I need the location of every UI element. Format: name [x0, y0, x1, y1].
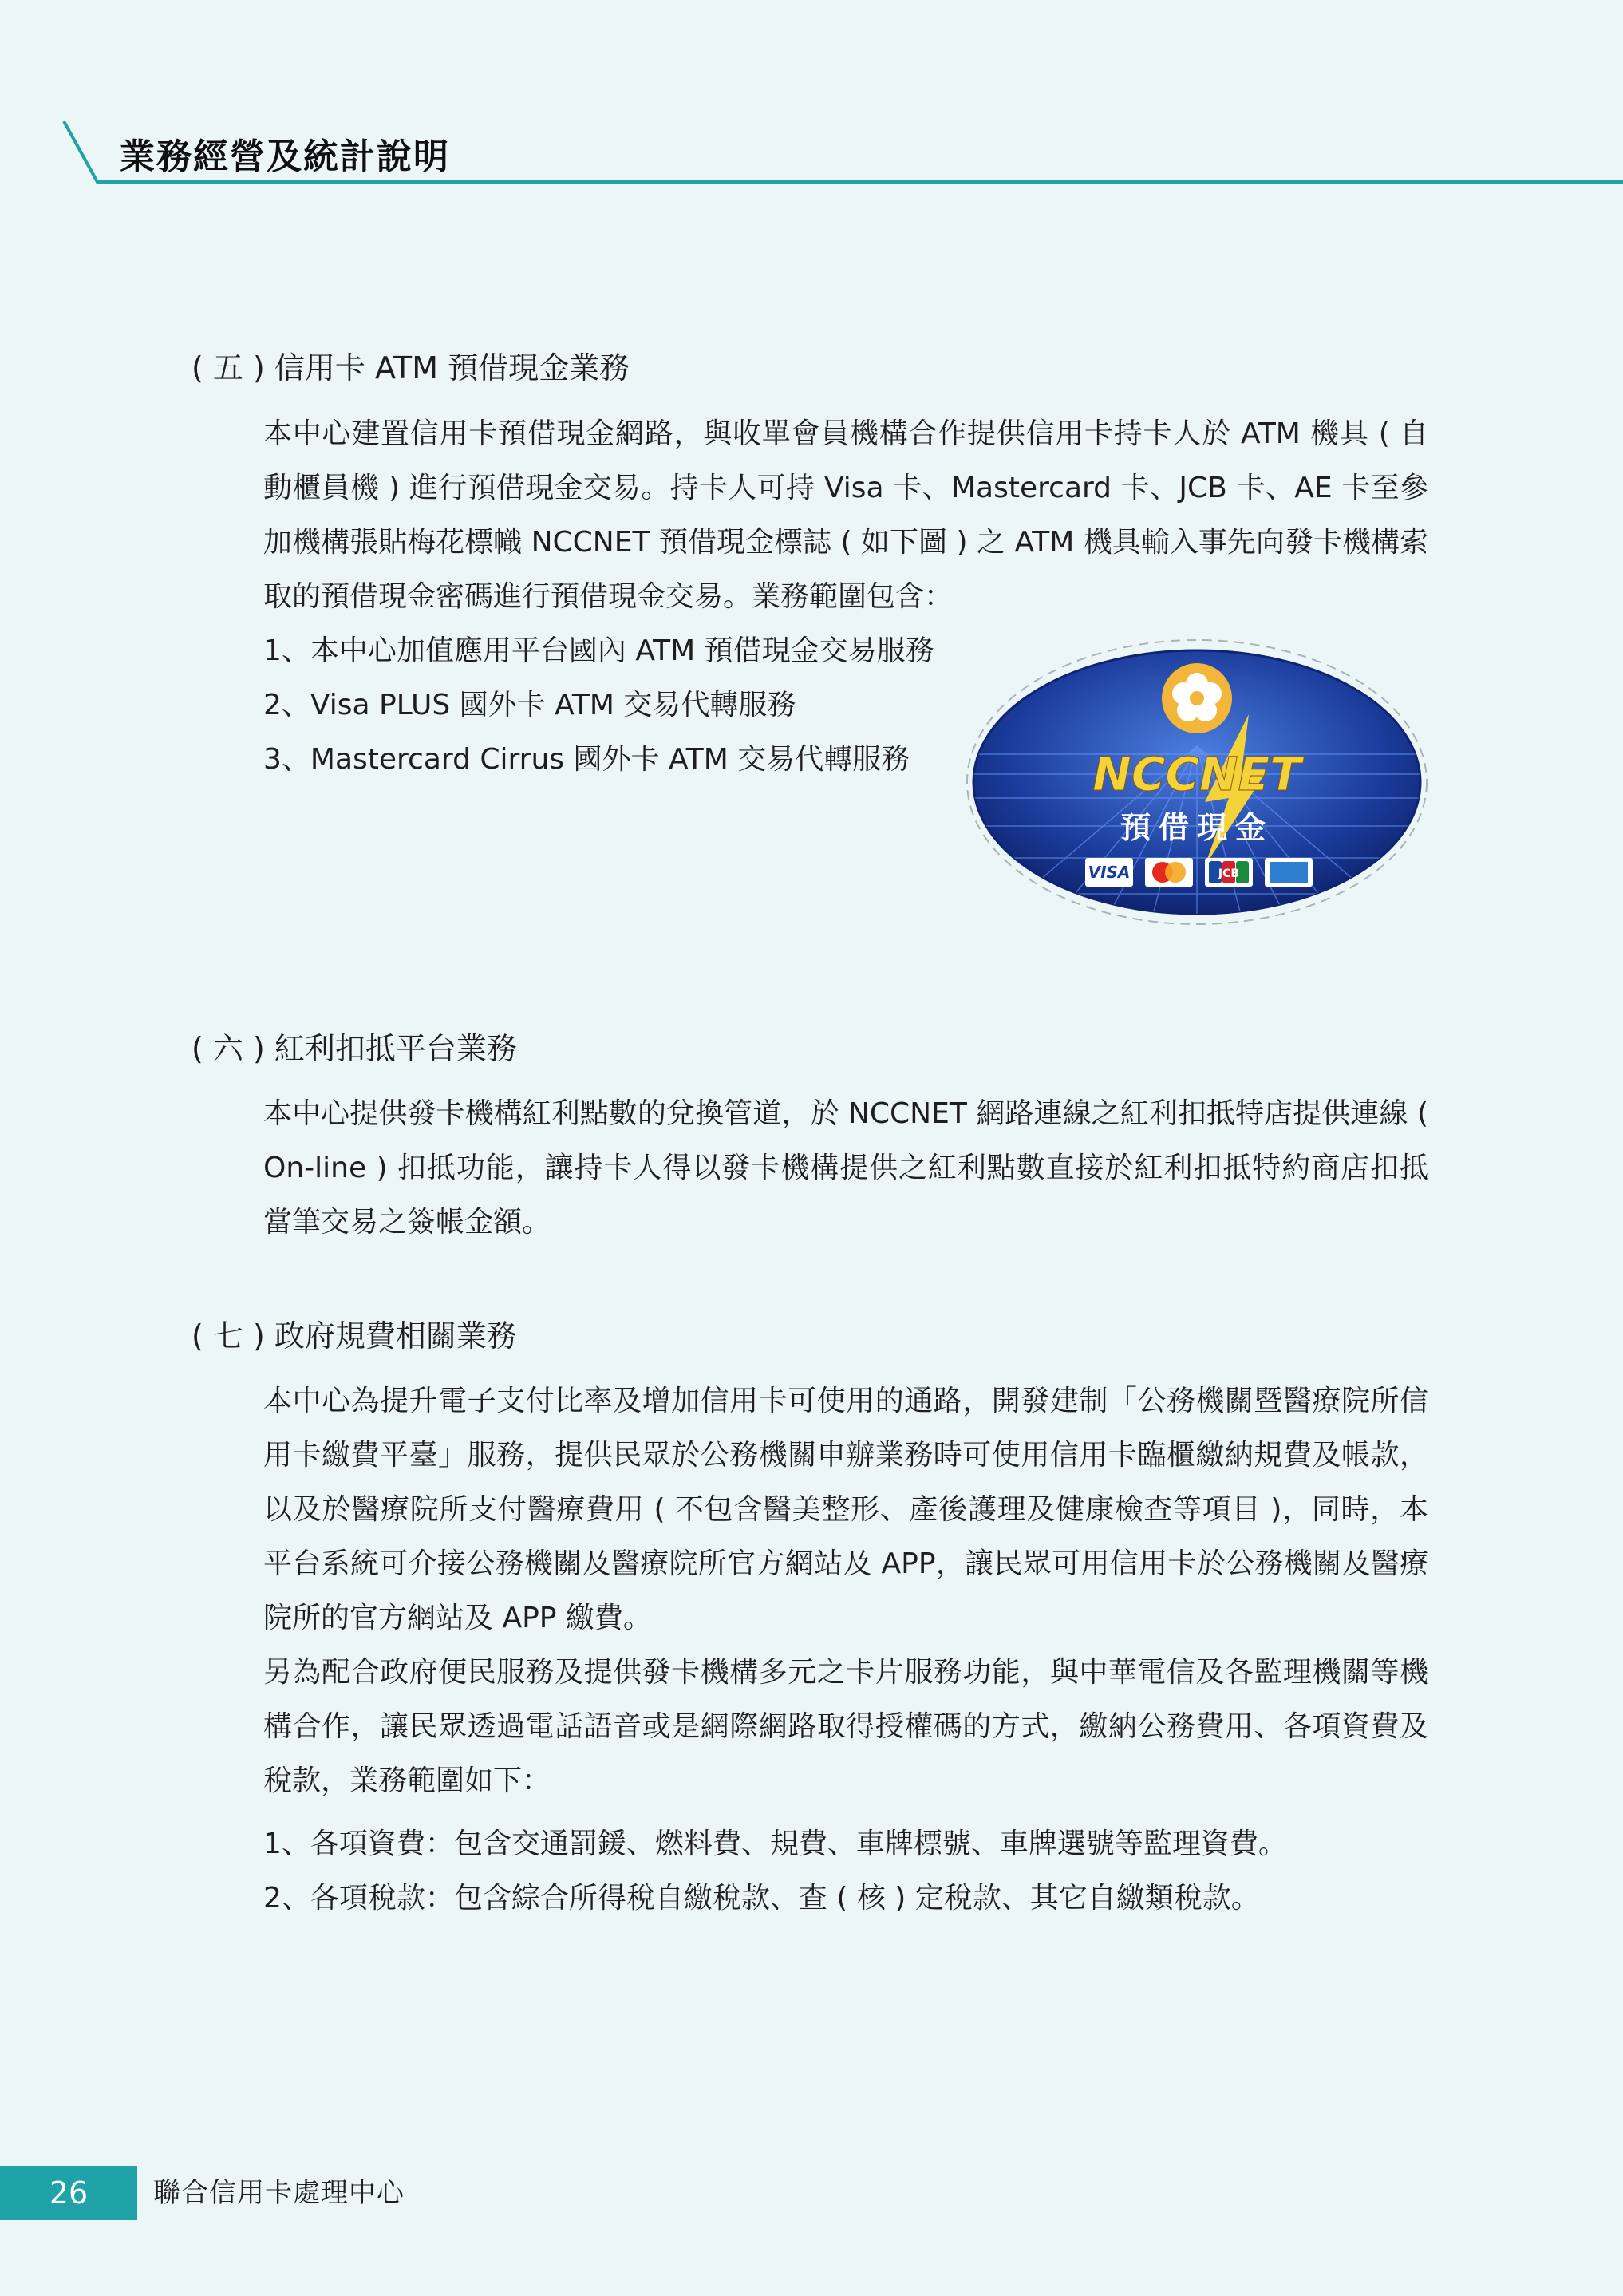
section-atm-body	[263, 407, 1428, 624]
page-header	[0, 0, 1623, 192]
visa-logo: VISA	[1088, 863, 1131, 882]
logo-caption: 預借現金	[1120, 810, 1274, 845]
logo-brand-text: NCCNET	[1092, 747, 1301, 801]
paragraph: 本中心建置信用卡預借現金網路，與收單會員機構合作提供信用卡持卡人於 ATM 機具 ( 自動櫃員機 ) 進行預借現金交易。持卡人可持 Visa 卡、Mastercard 卡、JCB 卡、AE 卡至參加機構張貼梅花標幟 NCCNET 預借現金標誌 ( 如下圖 ) 之 ATM 機具輸入事先向發卡機構索取的預借現金密碼進行預借現金交易。業務範圍包含：	[263, 417, 1428, 613]
list-item: 1、各項資費：包含交通罰鍰、燃料費、規費、車牌標號、車牌選號等監理資費。	[263, 1828, 1287, 1860]
paragraph: 本中心提供發卡機構紅利點數的兌換管道，於 NCCNET 網路連線之紅利扣抵特店提供連線 ( On-line ) 扣抵功能，讓持卡人得以發卡機構提供之紅利點數直接於紅利扣抵特約商店扣抵當筆交易之簽帳金額。	[263, 1097, 1428, 1239]
list-item: 1、本中心加值應用平台國內 ATM 預借現金交易服務	[263, 634, 934, 667]
list-item: 2、各項稅款：包含綜合所得稅自繳稅款、查 ( 核 ) 定稅款、其它自繳類稅款。	[263, 1882, 1260, 1915]
list-item: 3、Mastercard Cirrus 國外卡 ATM 交易代轉服務	[263, 743, 910, 776]
plum-blossom-icon	[1162, 663, 1232, 733]
section-government-body	[263, 1374, 1428, 1808]
amex-icon	[1270, 862, 1308, 883]
section-bonus-body	[263, 1087, 1428, 1250]
paragraph: 另為配合政府便民服務及提供發卡機構多元之卡片服務功能，與中華電信及各監理機關等機構合作，讓民眾透過電話語音或是網際網路取得授權碼的方式，繳納公務費用、各項資費及稅款，業務範圍如下：	[263, 1656, 1428, 1797]
jcb-logo: JCB	[1218, 867, 1240, 880]
section-title-government-fees: ( 七 ) 政府規費相關業務	[192, 1318, 517, 1353]
section-title-bonus: ( 六 ) 紅利扣抵平台業務	[192, 1031, 517, 1066]
footer-organization: 聯合信用卡處理中心	[153, 2177, 405, 2209]
paragraph: 本中心為提升電子支付比率及增加信用卡可使用的通路，開發建制「公務機關暨醫療院所信用卡繳費平臺」服務，提供民眾於公務機關申辦業務時可使用信用卡臨櫃繳納規費及帳款，以及於醫療院所支付醫療費用 ( 不包含醫美整形、產後護理及健康檢查等項目 )，同時，本平台系統可介接公務機關及醫療院所官方網站及 APP，讓民眾可用信用卡於公務機關及醫療院所的官方網站及 APP 繳費。	[263, 1385, 1428, 1634]
page-number: 26	[49, 2175, 89, 2211]
nccnet-cash-advance-logo	[966, 634, 1428, 930]
list-item: 2、Visa PLUS 國外卡 ATM 交易代轉服務	[263, 689, 796, 721]
section-title-atm: ( 五 ) 信用卡 ATM 預借現金業務	[192, 350, 630, 385]
header-title: 業務經營及統計說明	[120, 136, 450, 177]
